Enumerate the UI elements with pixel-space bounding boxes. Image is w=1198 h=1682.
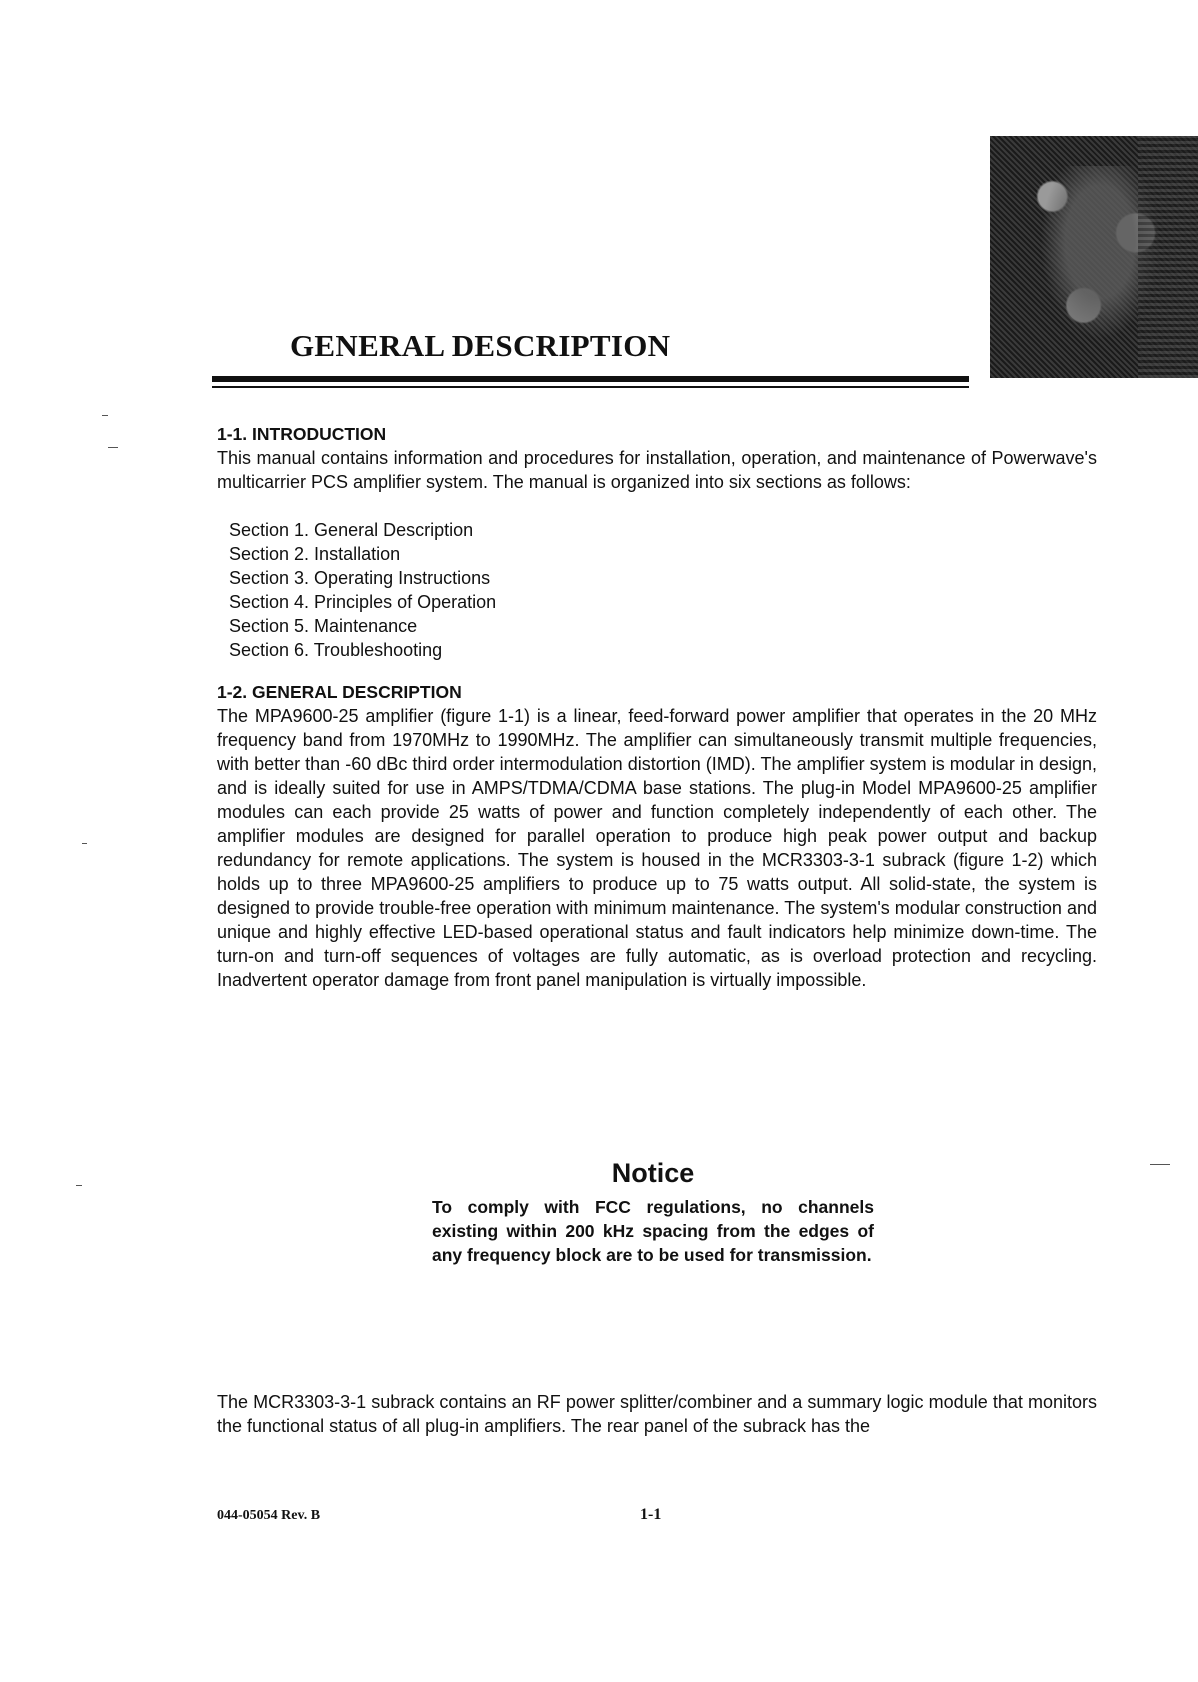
section-list-item: Section 5. Maintenance <box>229 616 418 636</box>
scan-speck <box>82 843 87 844</box>
title-rule-thick <box>212 376 969 382</box>
section-list-item: Section 4. Principles of Operation <box>229 592 497 612</box>
footer-page-number: 1-1 <box>640 1506 662 1523</box>
section-list-item: Section 2. Installation <box>229 544 401 564</box>
footer-doc-number: 044-05054 Rev. B <box>217 1508 321 1523</box>
intro-paragraph: This manual contains information and procedures for installation, operation, and maintenance of Powerwave's multicarrier PCS amplifier system. The manual is organized into six sections as follows: <box>217 448 1097 492</box>
section-tab-graphic <box>990 136 1198 378</box>
notice-title: Notice <box>611 1158 695 1188</box>
general-paragraph: The MPA9600-25 amplifier (figure 1-1) is a linear, feed-forward power amplifier that operates in the 20 MHz frequency band from 1970MHz to 1990MHz. The amplifier can simultaneously transmit multiple frequencies, with better than -60 dBc third order intermodulation distortion (IMD). The amplifier system is modular in design, and is ideally suited for use in AMPS/TDMA/CDMA base stations. The plug-in Model MPA9600-25 amplifier modules can each provide 25 watts of power and function completely independently of each other. The amplifier modules are designed for parallel operation to produce high peak power output and backup redundancy for remote applications. The system is housed in the MCR3303-3-1 subrack (figure 1-2) which holds up to three MPA9600-25 amplifiers to produce up to 75 watts output. All solid-state, the system is designed to provide trouble-free operation with minimum maintenance. The system's modular construction and unique and highly effective LED-based operational status and fault indicators help minimize down-time. The turn-on and turn-off sequences of voltages are fully automatic, as is overload protection and recycling. Inadvertent operator damage from front panel manipulation is virtually impossible. <box>217 706 1097 990</box>
scan-speck <box>76 1185 82 1186</box>
notice-box <box>432 1158 874 1267</box>
section-list <box>229 518 1097 662</box>
section-list-item: Section 6. Troubleshooting <box>229 640 443 660</box>
main-content <box>217 422 1097 992</box>
scan-speck <box>102 415 108 416</box>
page-title: GENERAL DESCRIPTION <box>290 328 671 363</box>
notice-text: To comply with FCC regulations, no channels existing within 200 kHz spacing from the edges of any frequency block are to be used for transmission. <box>432 1197 874 1265</box>
scan-speck <box>1150 1164 1170 1165</box>
scan-speck <box>108 447 118 448</box>
section-list-item: Section 3. Operating Instructions <box>229 568 491 588</box>
closing-paragraph: The MCR3303-3-1 subrack contains an RF power splitter/combiner and a summary logic module that monitors the functional status of all plug-in amplifiers. The rear panel of the subrack has the <box>217 1392 1097 1436</box>
general-heading: 1-2. GENERAL DESCRIPTION <box>217 682 462 702</box>
section-list-item: Section 1. General Description <box>229 520 474 540</box>
intro-heading: 1-1. INTRODUCTION <box>217 424 387 444</box>
title-rule-thin <box>212 386 969 388</box>
